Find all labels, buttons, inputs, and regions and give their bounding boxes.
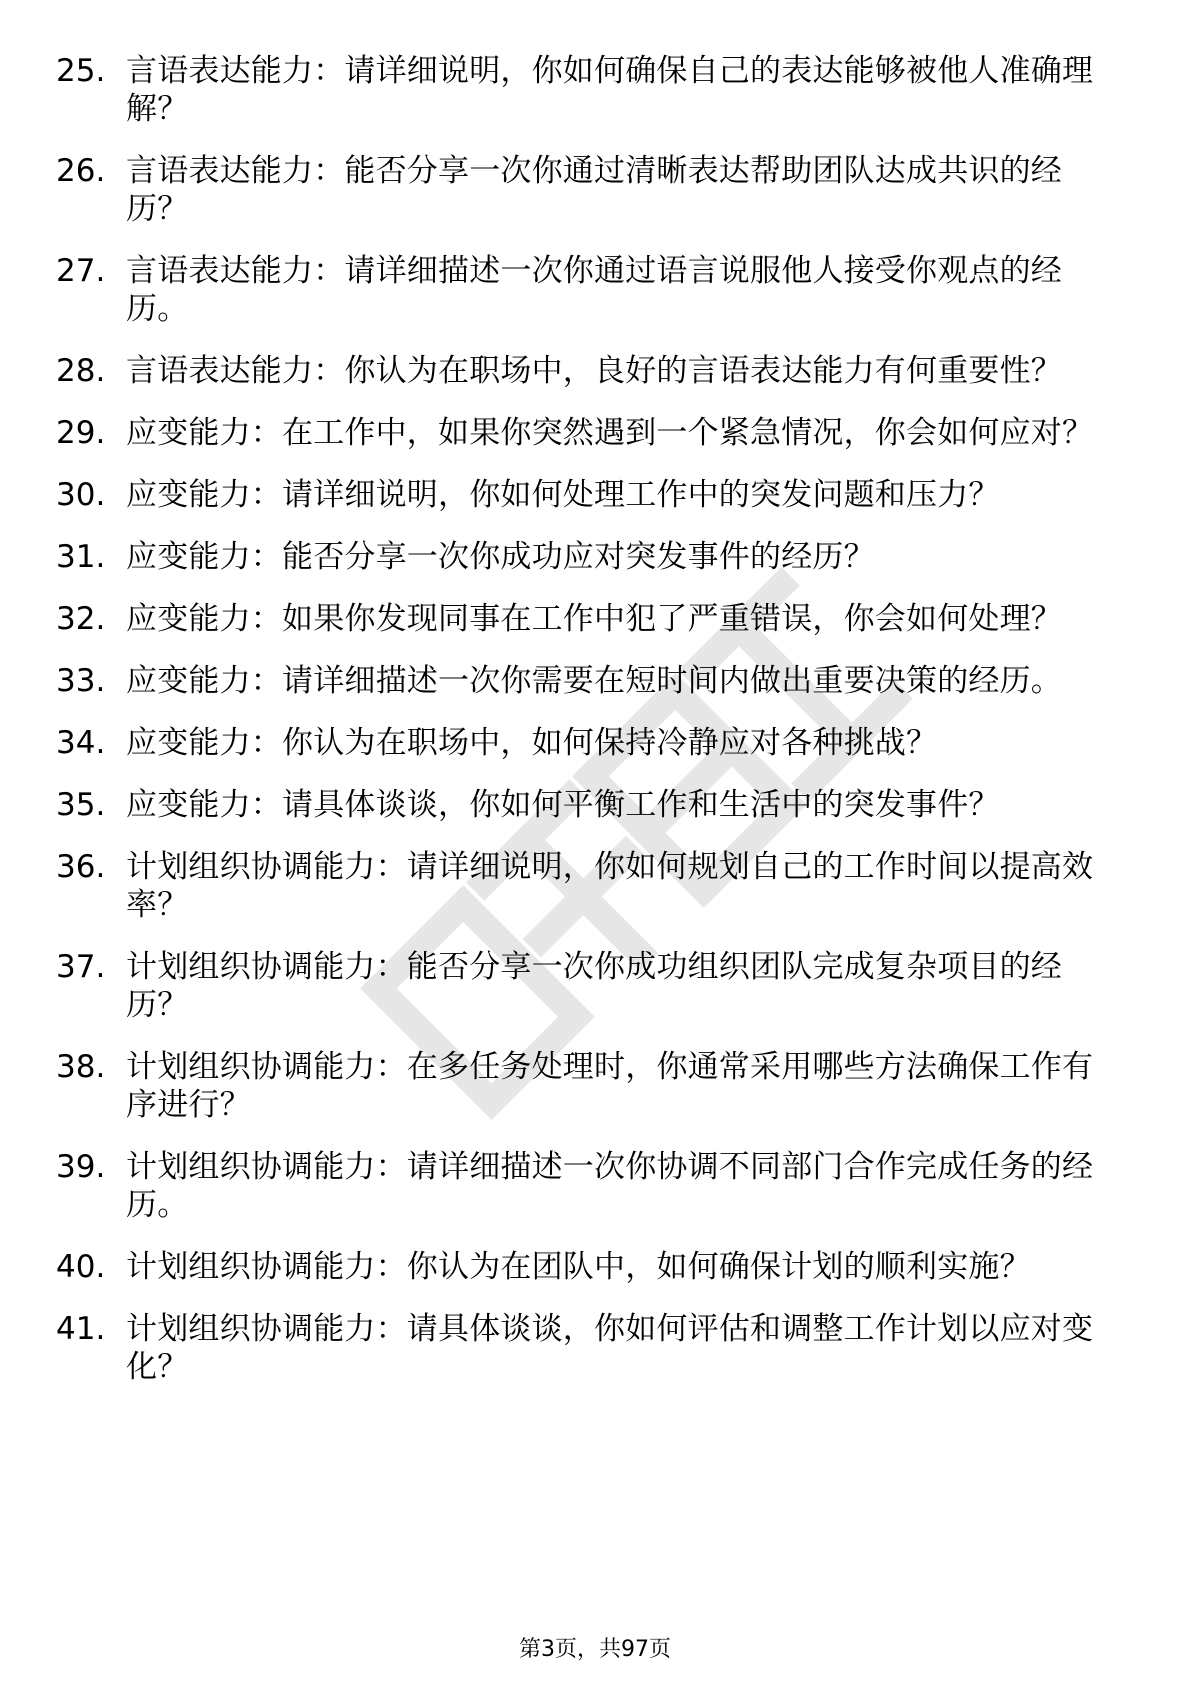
question-number: 32. [56,601,106,637]
question-text: 应变能力：在工作中，如果你突然遇到一个紧急情况，你会如何应对？ [126,415,1094,451]
question-item-38 [56,1048,1116,1124]
question-number: 27. [56,253,106,289]
question-text: 计划组织协调能力：请详细说明，你如何规划自己的工作时间以提高效率？ [126,849,1094,923]
question-item-25 [56,52,1116,128]
question-number: 41. [56,1311,106,1347]
question-text: 言语表达能力：请详细说明，你如何确保自己的表达能够被他人准确理解？ [126,53,1094,127]
question-text: 计划组织协调能力：能否分享一次你成功组织团队完成复杂项目的经历？ [126,949,1062,1023]
question-item-41 [56,1310,1116,1386]
question-text: 计划组织协调能力：在多任务处理时，你通常采用哪些方法确保工作有序进行？ [126,1049,1094,1123]
question-number: 31. [56,539,106,575]
question-number: 25. [56,53,106,89]
question-number: 37. [56,949,106,985]
question-item-26 [56,152,1116,228]
question-text: 言语表达能力：你认为在职场中，良好的言语表达能力有何重要性？ [126,353,1062,389]
question-text: 言语表达能力：能否分享一次你通过清晰表达帮助团队达成共识的经历？ [126,153,1062,227]
question-text: 应变能力：请具体谈谈，你如何平衡工作和生活中的突发事件？ [126,787,1000,823]
question-number: 40. [56,1249,106,1285]
question-text: 计划组织协调能力：请详细描述一次你协调不同部门合作完成任务的经历。 [126,1149,1094,1223]
question-text: 应变能力：如果你发现同事在工作中犯了严重错误，你会如何处理？ [126,601,1062,637]
question-text: 应变能力：请详细说明，你如何处理工作中的突发问题和压力？ [126,477,1000,513]
question-text: 言语表达能力：请详细描述一次你通过语言说服他人接受你观点的经历。 [126,253,1062,327]
question-list [56,52,1116,1410]
question-number: 26. [56,153,106,189]
question-item-33 [56,662,1116,700]
question-number: 35. [56,787,106,823]
question-item-27 [56,252,1116,328]
question-text: 应变能力：请详细描述一次你需要在短时间内做出重要决策的经历。 [126,663,1062,699]
question-item-35 [56,786,1116,824]
question-number: 29. [56,415,106,451]
question-number: 33. [56,663,106,699]
question-item-39 [56,1148,1116,1224]
question-number: 39. [56,1149,106,1185]
question-text: 计划组织协调能力：你认为在团队中，如何确保计划的顺利实施？ [126,1249,1031,1285]
page-number-label: 第3页，共97页 [519,1637,671,1662]
question-item-29 [56,414,1116,452]
page-footer [0,1636,1190,1664]
question-item-34 [56,724,1116,762]
question-item-40 [56,1248,1116,1286]
question-text: 应变能力：能否分享一次你成功应对突发事件的经历？ [126,539,875,575]
question-number: 34. [56,725,106,761]
question-number: 38. [56,1049,106,1085]
question-number: 30. [56,477,106,513]
question-item-28 [56,352,1116,390]
question-number: 28. [56,353,106,389]
question-text: 应变能力：你认为在职场中，如何保持冷静应对各种挑战？ [126,725,938,761]
question-text: 计划组织协调能力：请具体谈谈，你如何评估和调整工作计划以应对变化？ [126,1311,1094,1385]
question-item-32 [56,600,1116,638]
question-item-31 [56,538,1116,576]
question-item-36 [56,848,1116,924]
question-item-30 [56,476,1116,514]
question-item-37 [56,948,1116,1024]
question-number: 36. [56,849,106,885]
